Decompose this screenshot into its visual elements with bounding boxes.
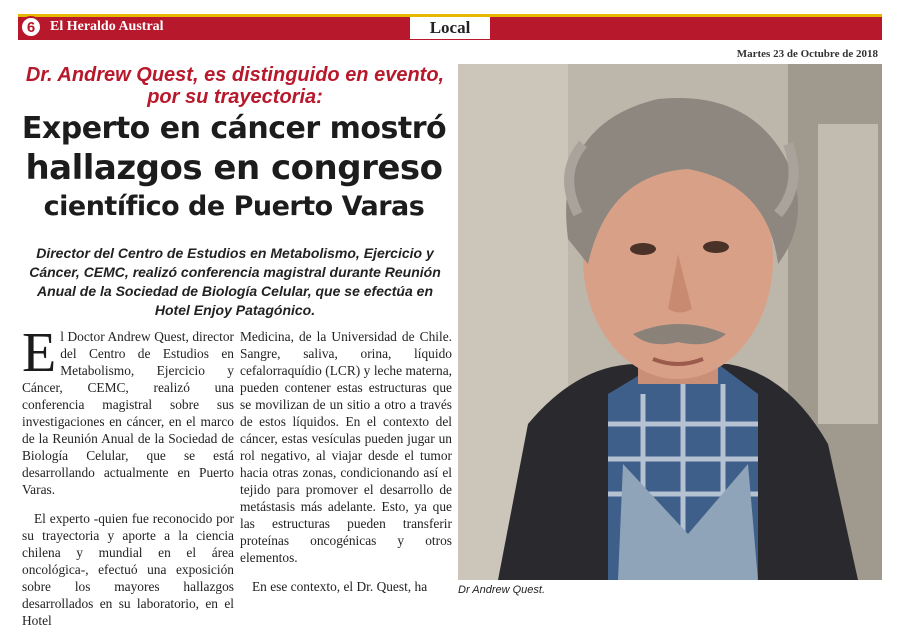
body-column-1 bbox=[22, 322, 234, 641]
body-paragraph: El experto -quien fue reconocido por su trayectoria y aporte a la ciencia chilena y mundial en el área oncológica-, efectuó una exposición sobre los mayores hallazgos desarrollados en su laboratorio, en el Hotel bbox=[22, 511, 234, 628]
body-paragraph: Medicina, de la Universidad de Chile. Sangre, saliva, orina, líquido cefalorraquídio (LCR) y leche materna, pueden contener estas estructuras que se movilizan de un sitio a otro a través de estos líquidos. En el contexto del cáncer, estas vesículas pueden jugar un rol negativo, al viajar desde el tumor hacia otras zonas, condicionando así el tejido para promover el desarrollo de metástasis más adelante. Esto, ya que las estructuras pueden transferir proteínas oncogénicas y otros elementos. bbox=[240, 329, 452, 565]
publication-date: Martes 23 de Octubre de 2018 bbox=[736, 48, 878, 60]
body-column-2 bbox=[240, 328, 452, 607]
masthead bbox=[0, 0, 900, 42]
portrait-photo bbox=[458, 64, 882, 580]
headline-line-3: científico de Puerto Varas bbox=[43, 191, 425, 222]
article-headline bbox=[18, 110, 450, 226]
drop-cap: E bbox=[22, 322, 57, 384]
body-paragraph: En ese contexto, el Dr. Quest, ha bbox=[252, 579, 428, 594]
page-number: 6 bbox=[20, 16, 42, 38]
paragraph-text: l Doctor Andrew Quest, director del Centro de Estudios en Metabolismo, Ejercicio y Cáncer, CEMC, realizó una conferencia magistral sobre sus investigaciones en cáncer, en el marco de la Reunión Anual de la Sociedad de Biología Celular, que se está desarrollando actualmente en Puerto Varas. bbox=[22, 329, 234, 497]
headline-line-1: Experto en cáncer mostró bbox=[21, 111, 447, 146]
portrait-illustration bbox=[458, 64, 882, 580]
photo-caption: Dr Andrew Quest. bbox=[458, 584, 546, 596]
headline-line-2: hallazgos en congreso bbox=[25, 148, 443, 188]
section-label: Local bbox=[410, 17, 490, 39]
article-deck: Director del Centro de Estudios en Metabolismo, Ejercicio y Cáncer, CEMC, realizó conferencia magistral durante Reunión Anual de la Sociedad de Biología Celular, que se efectúa en Hotel Enjoy Patagónico. bbox=[29, 245, 441, 318]
newspaper-name: El Heraldo Austral bbox=[50, 19, 164, 34]
article-kicker: Dr. Andrew Quest, es distinguido en evento, por su trayectoria: bbox=[25, 64, 445, 108]
body-paragraph bbox=[22, 322, 234, 498]
